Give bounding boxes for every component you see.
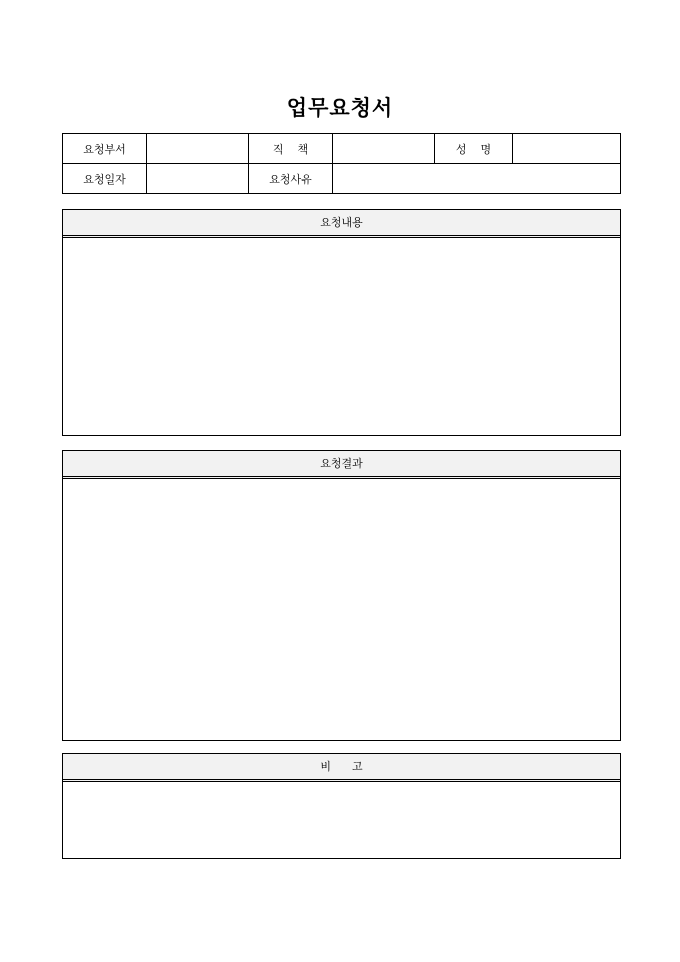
request-date-field[interactable] [147,164,249,194]
request-result-field[interactable] [63,479,620,738]
request-result-section [62,450,621,741]
request-reason-label: 요청사유 [249,164,333,194]
request-dept-field[interactable] [147,134,249,164]
remarks-header: 비 고 [63,754,620,782]
request-dept-label: 요청부서 [63,134,147,164]
request-result-header: 요청결과 [63,451,620,479]
request-info-table [62,133,621,194]
request-content-header: 요청내용 [63,210,620,238]
position-label: 직 책 [249,134,333,164]
remarks-section [62,753,621,859]
page-title: 업무요청서 [286,96,394,120]
remarks-field[interactable] [63,782,620,856]
position-field[interactable] [333,134,435,164]
request-content-field[interactable] [63,238,620,433]
request-date-label: 요청일자 [63,164,147,194]
info-row-1 [63,134,621,164]
request-reason-field[interactable] [333,164,621,194]
name-field[interactable] [513,134,621,164]
info-row-2 [63,164,621,194]
name-label: 성 명 [435,134,513,164]
request-content-section [62,209,621,436]
